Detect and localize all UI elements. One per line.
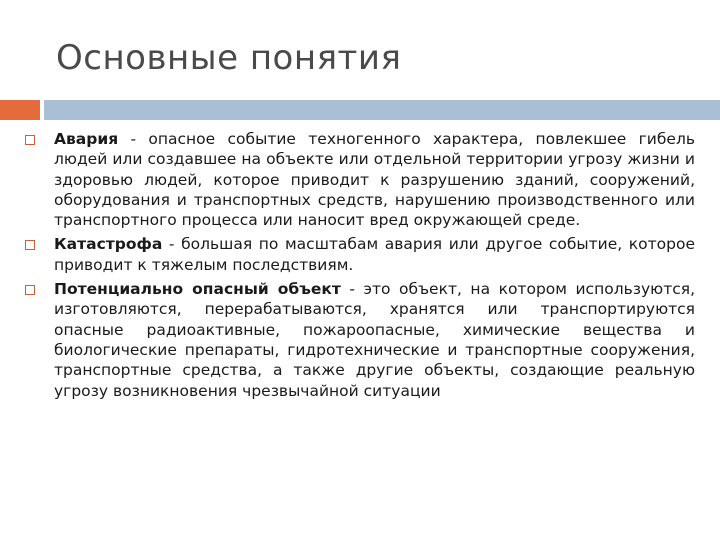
square-bullet-icon [25,285,35,295]
accent-bar-blue [44,100,720,120]
term-catastrophe: Катастрофа [54,235,163,254]
list-item-catastrophe [25,234,695,275]
list-item-accident [25,129,695,230]
definitions-list [25,129,695,405]
list-item-text [54,279,695,401]
list-item-hazardous-object [25,279,695,401]
term-hazardous-object: Потенциально опасный объект [54,280,341,299]
term-accident: Авария [54,130,119,148]
square-bullet-icon [25,240,35,250]
definition-accident: - опасное событие техногенного характера, повлекшее гибель людей или создавшее на объекте или отдельной территории угрозу жизни и здоровью людей, которое приводит к разрушению зданий, сооружений, оборудования и транспортных средств, нарушению производственного или транспортного процесса или наносит вред окружающей среде. [54,130,695,230]
list-item-text [54,234,695,275]
definition-catastrophe: - большая по масштабам авария или другое событие, которое приводит к тяжелым последствиям. [54,235,695,274]
list-item-text [54,129,695,230]
square-bullet-icon [25,135,35,145]
slide-title: Основные понятия [56,38,402,78]
definition-hazardous-object: - это объект, на котором используются, изготовляются, перерабатываются, хранятся или транспортируются опасные радиоактивные, пожароопасные, химические вещества и биологические препараты, гидротехнические и транспортные сооружения, транспортные средства, а также другие объекты, создающие реальную угрозу возникновения чрезвычайной ситуации [54,280,696,400]
accent-bar-orange [0,100,40,120]
